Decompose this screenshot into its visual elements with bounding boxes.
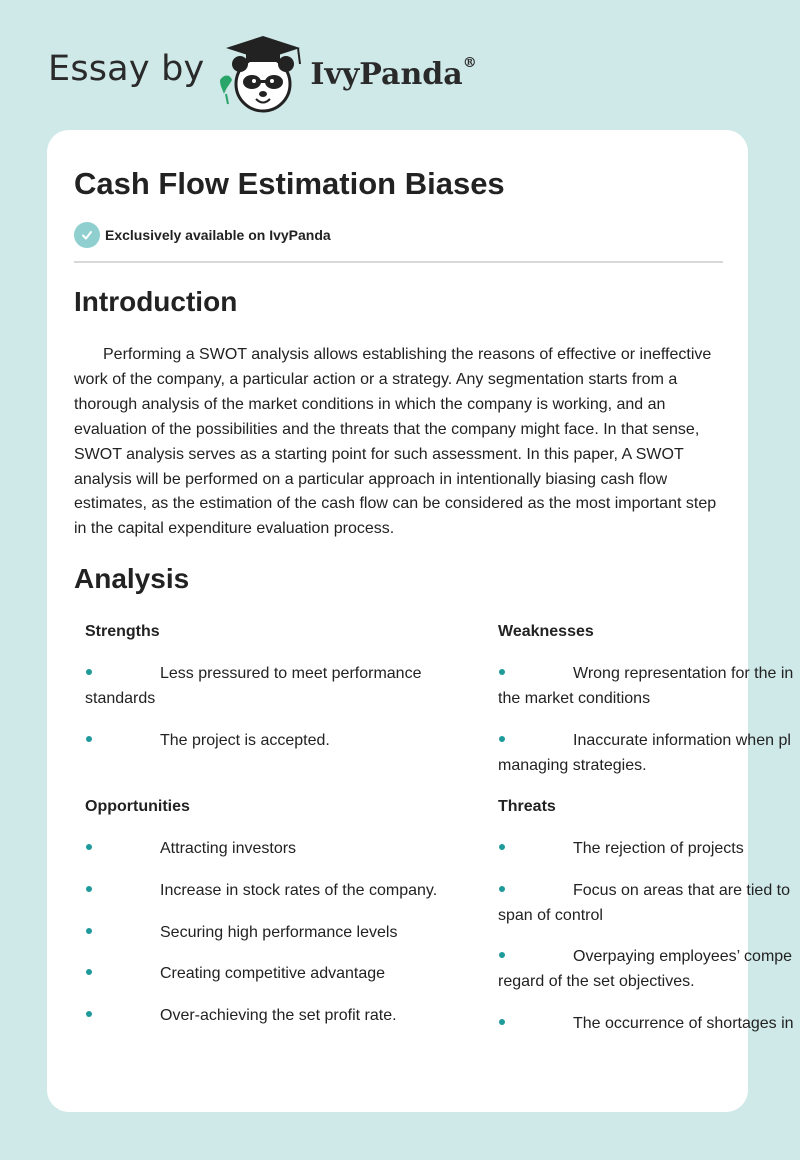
- panda-logo-icon: [218, 34, 308, 114]
- brand-name: [310, 54, 477, 92]
- list-item-text: Focus on areas that are tied to span of control: [498, 882, 791, 924]
- list-item-text: Creating competitive advantage: [160, 965, 386, 982]
- brand-prefix: Essay by: [48, 49, 205, 89]
- check-icon: [74, 222, 100, 248]
- opportunities-heading: Opportunities: [85, 798, 190, 815]
- page-title: Cash Flow Estimation Biases: [74, 166, 505, 201]
- list-item-text: Securing high performance levels: [160, 924, 398, 941]
- brand-header[interactable]: [48, 34, 477, 114]
- list-item-text: Inaccurate information when pl managing strategies.: [498, 732, 791, 774]
- exclusive-label: Exclusively available on IvyPanda: [105, 227, 331, 243]
- list-item-text: Wrong representation for the in the market conditions: [498, 665, 794, 707]
- brand-name-text: IvyPanda: [310, 56, 463, 92]
- list-item: [85, 728, 330, 753]
- intro-heading: Introduction: [74, 286, 238, 317]
- list-item: [498, 1011, 794, 1036]
- strengths-heading: Strengths: [85, 623, 160, 640]
- list-item: [498, 944, 798, 994]
- list-item: [85, 920, 397, 945]
- registered-mark: ®: [462, 54, 477, 71]
- list-item-text: The rejection of projects: [573, 840, 744, 857]
- list-item: [498, 878, 798, 928]
- list-item-text: Overpaying employees’ compe regard of the set objectives.: [498, 948, 793, 990]
- list-item-text: Attracting investors: [160, 840, 297, 857]
- list-item: [498, 728, 798, 778]
- exclusive-badge: [74, 222, 331, 248]
- intro-paragraph: Performing a SWOT analysis allows establishing the reasons of effective or ineffective work of the company, a particular action or a strategy. Any segmentation starts from a thorough analysis of the market conditions in which the company is working, and an evaluation of the possibilities and the threats that the company might face. In that sense, SWOT analysis serves as a starting point for such assessment. In this paper, A SWOT analysis will be performed on a particular approach in intentionally biasing cash flow estimates, as the estimation of the cash flow can be considered as the most important step in the capital expenditure evaluation process.: [74, 346, 717, 538]
- essay-card: [47, 130, 794, 1112]
- list-item: [85, 836, 296, 861]
- list-item: [85, 661, 455, 711]
- list-item: [85, 961, 385, 986]
- list-item: [85, 878, 437, 903]
- list-item-text: Over-achieving the set profit rate.: [160, 1007, 397, 1024]
- list-item-text: Increase in stock rates of the company.: [160, 882, 438, 899]
- threats-heading: Threats: [498, 798, 556, 815]
- analysis-heading: Analysis: [74, 563, 190, 594]
- weaknesses-heading: Weaknesses: [498, 623, 594, 640]
- list-item: [498, 836, 744, 861]
- list-item-text: Less pressured to meet performance standards: [85, 665, 422, 707]
- list-item-text: The project is accepted.: [160, 732, 330, 749]
- list-item: [498, 661, 798, 711]
- list-item-text: The occurrence of shortages in: [573, 1015, 794, 1032]
- list-item: [85, 1003, 397, 1028]
- divider: [74, 261, 723, 263]
